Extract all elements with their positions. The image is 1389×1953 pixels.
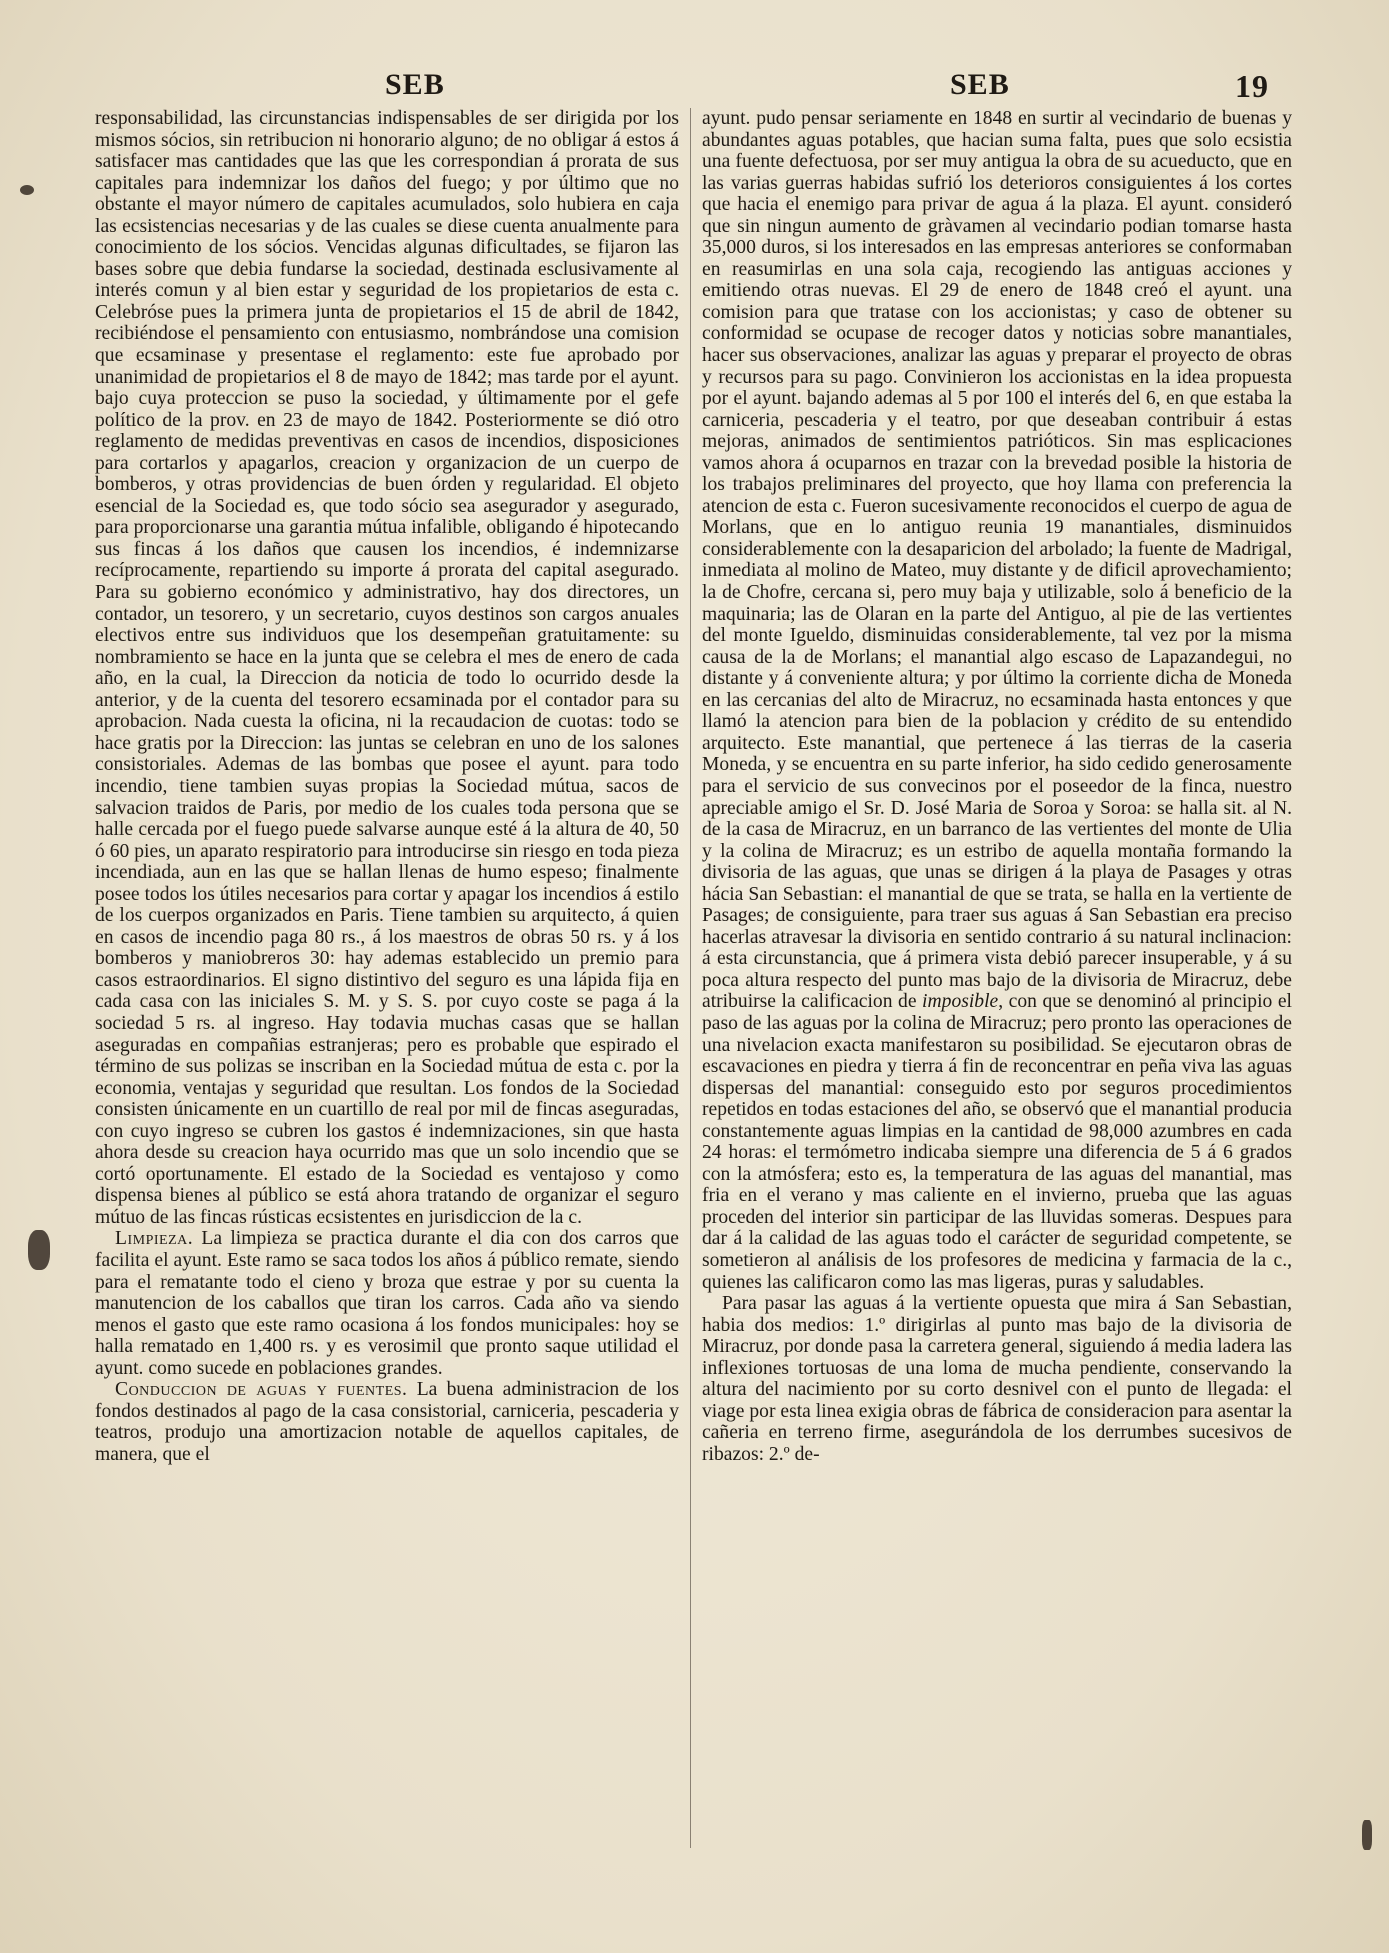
left-column <box>95 108 679 1465</box>
ink-speck <box>20 185 34 195</box>
italic-word: imposible <box>922 991 999 1013</box>
paragraph-limpieza-text: La limpieza se practica durante el dia con dos carros que facilita el ayunt. Este ramo se saca todos los años á público remate, siendo para el rematante todo el cieno y broza que estrae y por su cuenta la manutencion de los caballos que tiran los carros. Cada año va siendo menos el gasto que este ramo ocasiona á los fondos municipales: hoy se halla rematado en 1,400 rs. y es verosimil que pronto saque utilidad el ayunt. como sucede en poblaciones grandes. <box>95 1228 679 1379</box>
column-divider <box>690 108 691 1848</box>
paragraph-manantiales-text: ayunt. pudo pensar seriamente en 1848 en surtir al vecindario de buenas y abundantes aguas potables, que hacian suma falta, pues que solo ecsistia una fuente defectuosa, por ser muy antigua la obra de su acueducto, que en las varias guerras habidas sufrió los deterioros consiguientes á los cortes que hacia el enemigo para privar de agua á la plaza. El ayunt. consideró que sin ningun aumento de gràvamen al vecindario podian tomarse hasta 35,000 duros, si los interesados en las empresas anteriores se conformaban en reasumirlas en una sola caja, recogiendo las antiguas acciones y emitiendo otras nuevas. El 29 de enero de 1848 creó el ayunt. una comision para que tratase con los accionistas; y caso de obtener su conformidad se ocupase de recoger datos y noticias sobre manantiales, hacer sus observaciones, analizar las aguas y preparar el proyecto de obras y recursos para su pago. Convinieron los accionistas en la idea propuesta por el ayunt. bajando ademas al 5 por 100 el interés del 6, en que estaba la carniceria, pescaderia y el teatro, por que deseaban contribuir á estas mejoras, animados de sentimientos patrióticos. Sin mas esplicaciones vamos ahora á ocuparnos en trazar con la brevedad posible la historia de los trabajos preliminares del proyecto, que hoy llama con preferencia la atencion de esta c. Fueron sucesivamente reconocidos el cuerpo de agua de Morlans, que en lo antiguo reunia 19 manantiales, disminuidos considerablemente con la desaparicion del arbolado; la fuente de Madrigal, inmediata al molino de Mateo, muy distante y de dificil aprovechamiento; la de Chofre, cercana si, pero muy baja y utilizable, solo á beneficio de la maquinaria; las de Olaran en la parte del Antiguo, al pie de las vertientes del monte Igueldo, disminuidas considerablemente, tal vez por la misma causa de la de Morlans; el manantial algo escaso de Lapazandegui, no distante y á conveniente altura; y por último la corriente dicha de Moneda en las cercanias del alto de Miracruz, no ecsaminada hasta entonces y que llamó la atencion para bien de la poblacion y crédito de su entendido arquitecto. Este manantial, que pertenece á las tierras de la caseria Moneda, y se encuentra en su parte inferior, ha sido cedido generosamente para el servicio de sus convecinos por el poseedor de la finca, nuestro apreciable amigo el Sr. D. José Maria de Soroa y Soroa: se halla sit. al N. de la casa de Miracruz, en un barranco de las vertientes del monte de Ulia y la colina de Miracruz; es un estribo de aquella montaña formando la divisoria de las aguas, que unas se dirigen á la playa de Pasages y otras hácia San Sebastian: el manantial de que se trata, se halla en la vertiente de Pasages; de consiguiente, para traer sus aguas á San Sebastian era preciso hacerlas atravesar la divisoria en sentido contrario á su natural inclinacion: á esta circunstancia, que á primera vista debió parecer insuperable, y á su poca altura respecto del punto mas bajo de la divisoria de Miracruz, debe atribuirse la calificacion de <box>702 108 1292 1013</box>
paragraph-aguas <box>95 1379 679 1465</box>
paragraph-seguro-mutuo: responsabilidad, las circunstancias indispensables de ser dirigida por los mismos sócios, sin retribucion ni honorario alguno; de no obligar á estos á satisfacer mas cantidades que las que les correspondian á prorata de sus capitales para indemnizar los daños del fuego; y por último que no obstante el mayor número de capitales acumulados, solo hubiera en caja las ecsistencias necesarias y de las cuales se diese cuenta anualmente para conocimiento de los sócios. Vencidas algunas dificultades, se fijaron las bases sobre que debia fundarse la sociedad, destinada esclusivamente al interés comun y al bien estar y seguridad de los propietarios de esta c. Celebróse pues la primera junta de propietarios el 15 de abril de 1842, recibiéndose el pensamiento con entusiasmo, nombrándose una comision que ecsaminase y presentase el reglamento: este fue aprobado por unanimidad de propietarios el 8 de mayo de 1842; mas tarde por el ayunt. bajo cuya proteccion se puso la sociedad, y últimamente por el gefe político de la prov. en 23 de mayo de 1842. Posteriormente se dió otro reglamento de medidas preventivas en casos de incendios, disposiciones para cortarlos y apagarlos, creacion y organizacion de un cuerpo de bomberos, y otras providencias de buen órden y regularidad. El objeto esencial de la Sociedad es, que todo sócio sea asegurador y asegurado, para proporcionarse una garantia mútua infalible, obligando é hipotecando sus fincas á los daños que causen los incendios, é indemnizarse recíprocamente, repartiendo su importe á prorata del capital asegurado. Para su gobierno económico y administrativo, hay dos directores, un contador, un tesorero, y un secretario, cuyos destinos son cargos anuales electivos entre sus individuos que los desempeñan gratuitamente: su nombramiento se hace en la junta que se celebra el mes de enero de cada año, en la cual, la Direccion da noticia de todo lo ocurrido desde la anterior, y de la cuenta del tesorero ecsaminada por el contador para su aprobacion. Nada cuesta la oficina, ni la recaudacion de cuotas: todo se hace gratis por la Direccion: las juntas se celebran en uno de los salones consistoriales. Ademas de las bombas que posee el ayunt. para todo incendio, tiene tambien suyas propias la Sociedad mútua, sacos de salvacion traidos de Paris, por medio de los cuales toda persona que se halle cercada por el fuego puede salvarse aunque esté á la altura de 40, 50 ó 60 pies, un aparato respiratorio para introducirse sin riesgo en toda pieza incendiada, aun en las que se hallan llenas de humo espeso; finalmente posee todos los útiles necesarios para cortar y apagar los incendios á estilo de los cuerpos organizados en Paris. Tiene tambien su arquitecto, á quien en casos de incendio paga 80 rs., á los maestros de obras 50 rs. y á los bomberos y maniobreros 30: hay ademas establecido un premio para casos estraordinarios. El signo distintivo del seguro es una lápida fija en cada casa con las iniciales S. M. y S. S. por cuyo coste se paga á la sociedad 5 rs. al ingreso. Hay todavia muchas casas que se hallan aseguradas en compañias estranjeras; pero es probable que espirado el término de sus polizas se inscriban en la Sociedad mútua de esta c. por la economia, ventajas y seguridad que resultan. Los fondos de la Sociedad consisten únicamente en un cuartillo de real por mil de fincas aseguradas, con cuyo ingreso se cubren los gastos é indemnizaciones, sin que hasta ahora desde su creacion haya ocurrido mas que un solo incendio que se cortó oportunamente. El estado de la Sociedad es ventajoso y como dispensa bienes al público se está ahora tratando de organizar el seguro mútuo de las fincas rústicas ecsistentes en jurisdiccion de la c. <box>95 108 679 1228</box>
page-number: 19 <box>1235 68 1269 104</box>
ink-mark <box>1362 1820 1372 1850</box>
paragraph-pasar-aguas: Para pasar las aguas á la vertiente opuesta que mira á San Sebastian, habia dos medios: 1.º dirigirlas al punto mas bajo de la divisoria de Miracruz, por donde pasa la carretera general, siguiendo á media ladera las inflexiones tortuosas de una loma de mucha pendiente, conservando la altura del nacimiento por su corto desnivel con el punto de llegada: el viage por esta linea exigia obras de fábrica de consideracion para asentar la cañeria en terreno firme, asegurándola de los derrumbes sucesivos de ribazos: 2.º de- <box>702 1293 1292 1465</box>
running-header-right: SEB <box>950 68 1010 101</box>
paragraph-aguas-text: La buena administracion de los fondos destinados al pago de la casa consistorial, carniceria, pescaderia y teatros, produjo una amortizacion notable de aquellos capitales, de manera, que el <box>95 1379 679 1465</box>
section-heading-aguas: Conduccion de aguas y fuentes. <box>115 1379 408 1401</box>
right-column <box>702 108 1292 1465</box>
paragraph-manantiales <box>702 108 1292 1293</box>
section-heading-limpieza: Limpieza. <box>115 1228 194 1250</box>
running-header-left: SEB <box>385 68 445 101</box>
ink-stain <box>28 1230 50 1270</box>
paragraph-limpieza <box>95 1228 679 1379</box>
paragraph-manantiales-cont: , con que se denominó al principio el paso de las aguas por la colina de Miracruz; pero pronto las operaciones de una nivelacion exacta manifestaron su posibilidad. Se ejecutaron obras de escavaciones en piedra y tierra á fin de reconcentrar en peña viva las aguas dispersas del manantial: conseguido esto por seguros procedimientos repetidos en todas estaciones del año, se observó que el manantial producia constantemente aguas limpias en la cantidad de 98,000 azumbres en cada 24 horas: el termómetro indicaba siempre una diferencia de 5 á 6 grados con la atmósfera; esto es, la temperatura de las aguas del manantial, mas fria en el verano y mas caliente en el invierno, prueba que las aguas proceden del interior sin participar de las lluvidas someras. Despues para dar á la calidad de las aguas todo el carácter de seguridad competente, se sometieron al análisis de los profesores de medicina y farmacia de la c., quienes las calificaron como las mas ligeras, puras y saludables. <box>702 991 1292 1293</box>
